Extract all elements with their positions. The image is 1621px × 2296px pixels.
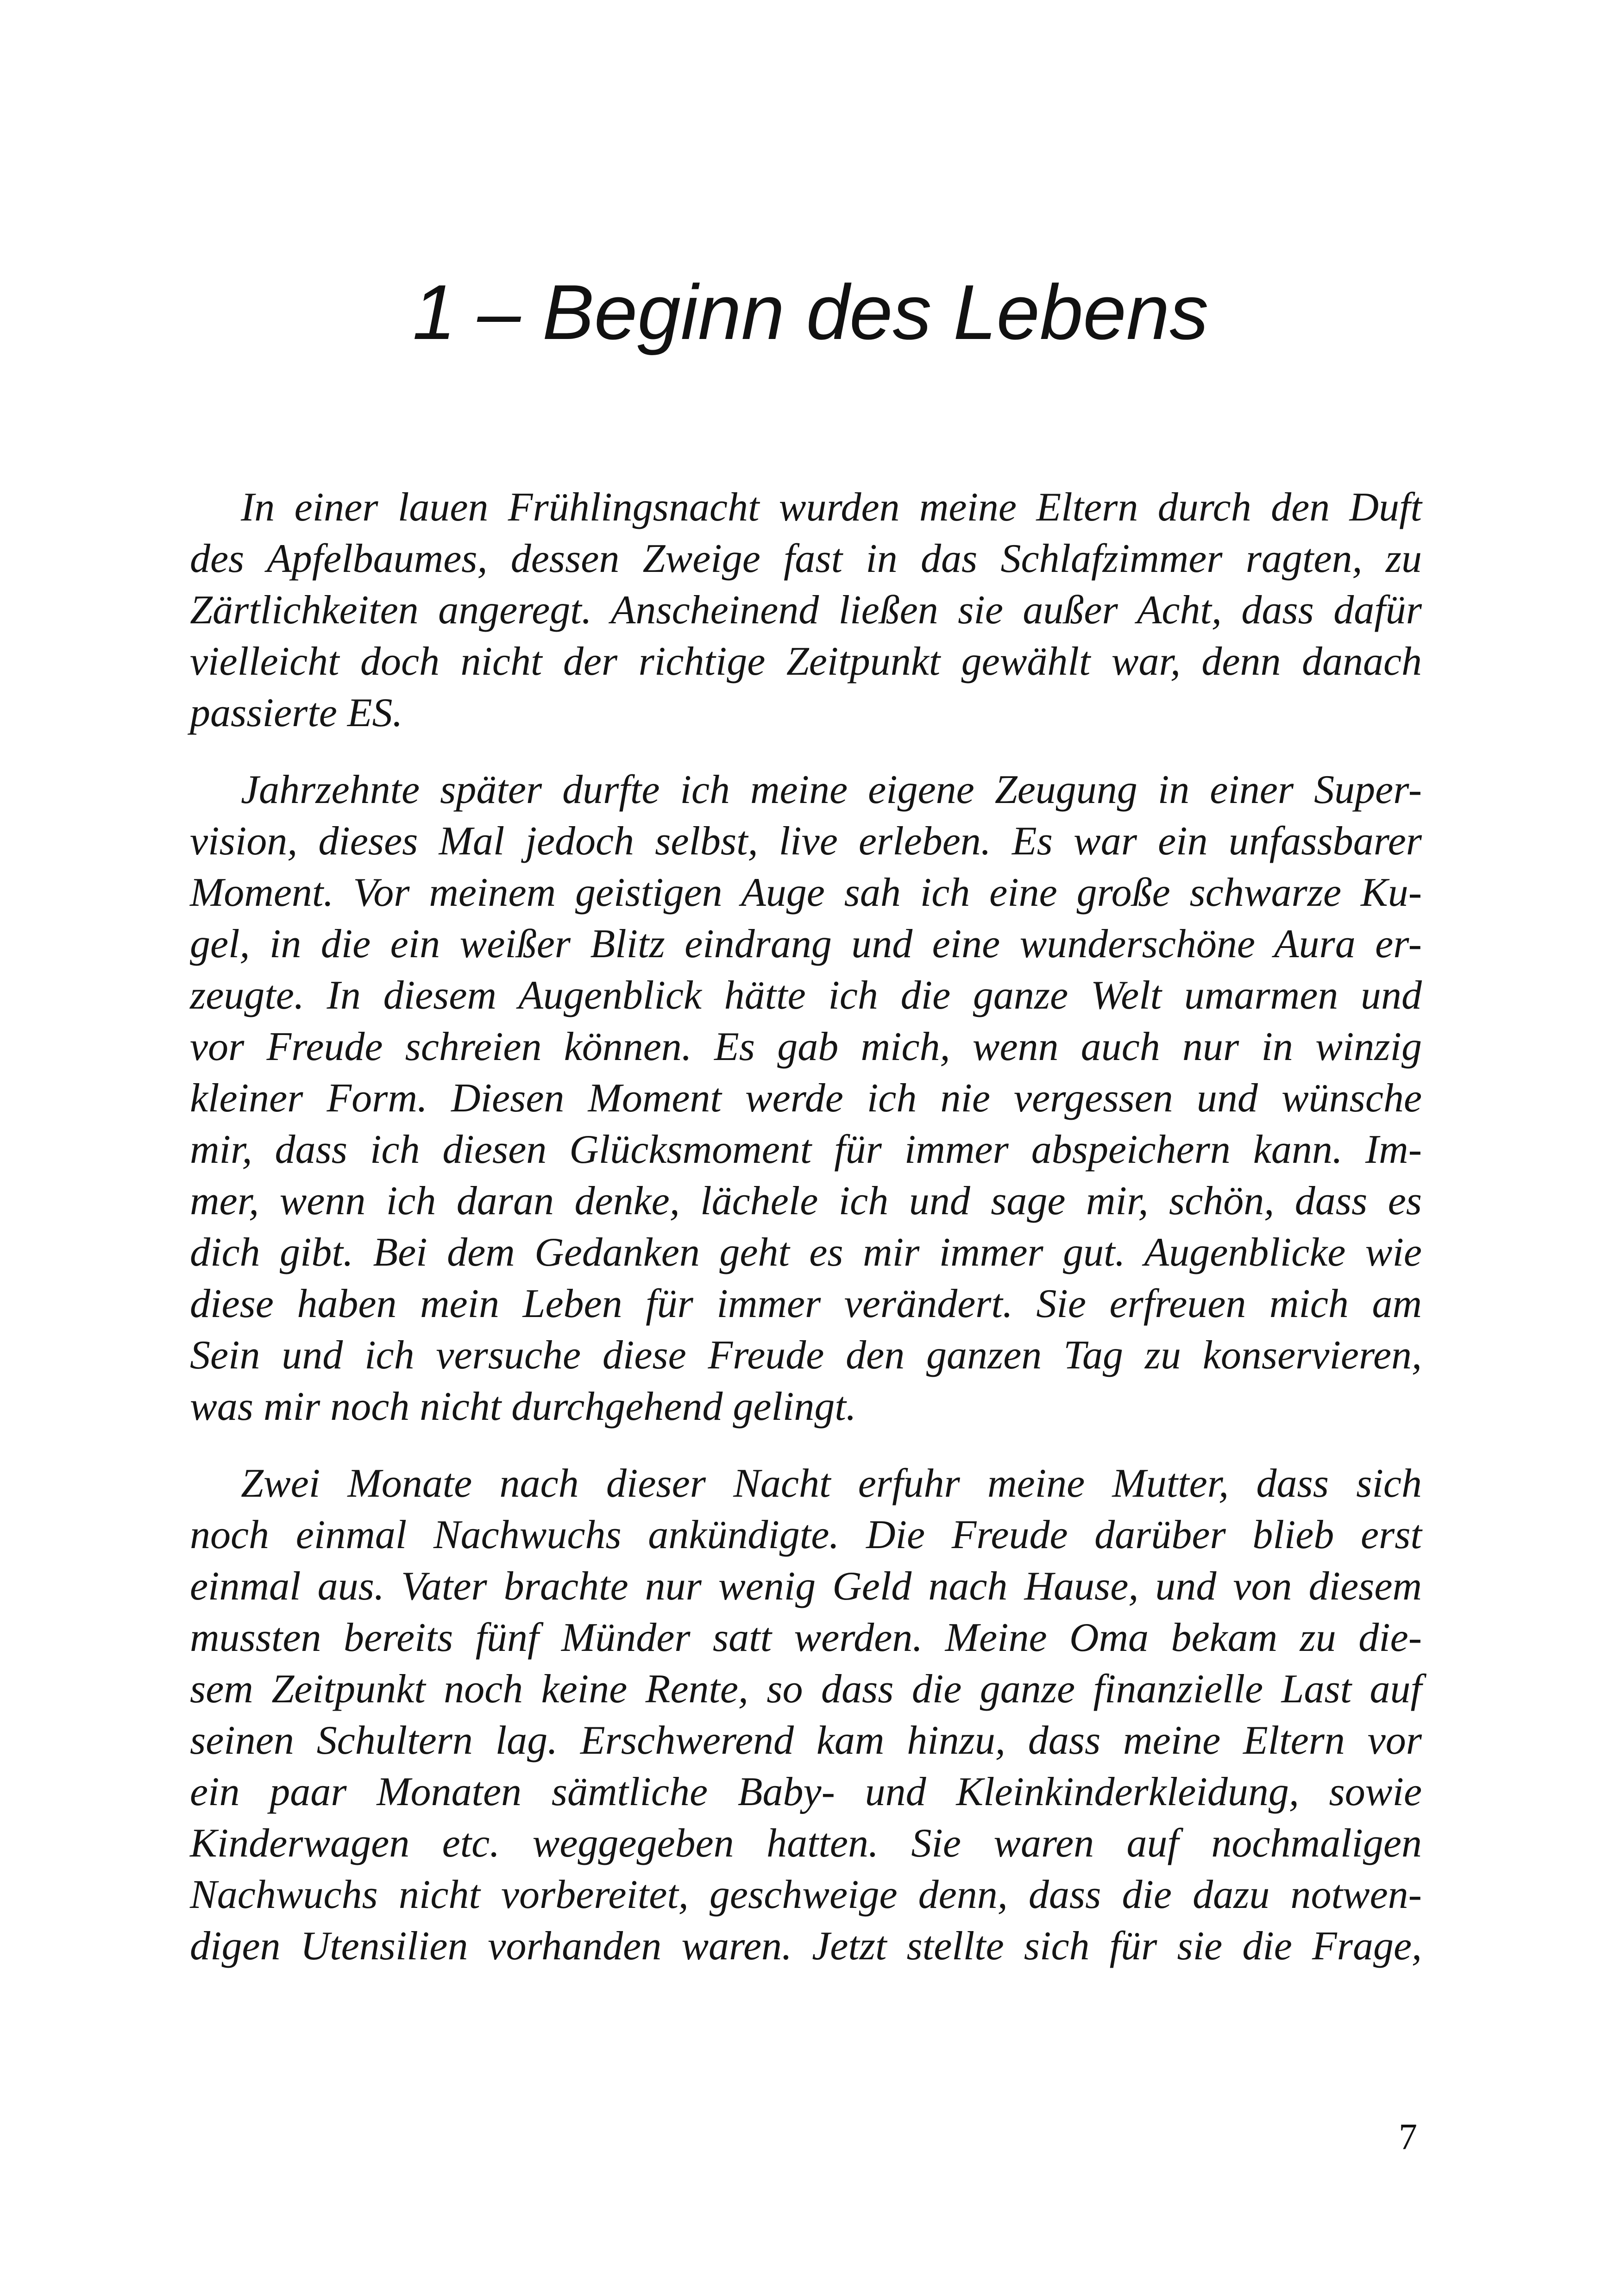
text-line: dich gibt. Bei dem Gedanken geht es mir immer gut. Augenblicke wie [190, 1230, 1422, 1275]
text-line: Zärtlichkeiten angeregt. Anscheinend ließen sie außer Acht, dass dafür [190, 588, 1422, 633]
text-line: gel, in die ein weißer Blitz eindrang und eine wunderschöne Aura er- [190, 922, 1422, 966]
chapter-title: 1 – Beginn des Lebens [412, 269, 1209, 356]
text-line: des Apfelbaumes, dessen Zweige fast in das Schlafzimmer ragten, zu [190, 536, 1422, 581]
text-line: Zwei Monate nach dieser Nacht erfuhr meine Mutter, dass sich [241, 1461, 1422, 1506]
text-line: vor Freude schreien können. Es gab mich, wenn auch nur in winzig [190, 1024, 1422, 1069]
text-line: Nachwuchs nicht vorbereitet, geschweige denn, dass die dazu notwen- [190, 1872, 1422, 1917]
text-line: was mir noch nicht durchgehend gelingt. [190, 1384, 856, 1429]
text-line: Jahrzehnte später durfte ich meine eigene Zeugung in einer Super- [241, 767, 1422, 812]
text-line: Sein und ich versuche diese Freude den ganzen Tag zu konservieren, [190, 1333, 1422, 1378]
text-line: ein paar Monaten sämtliche Baby- und Kleinkinderkleidung, sowie [190, 1769, 1422, 1814]
text-line: kleiner Form. Diesen Moment werde ich nie vergessen und wünsche [190, 1076, 1422, 1121]
body-text [190, 482, 1422, 1997]
text-line: Kinderwagen etc. weggegeben hatten. Sie waren auf nochmaligen [190, 1821, 1422, 1866]
paragraph [190, 1458, 1422, 1972]
text-line: sem Zeitpunkt noch keine Rente, so dass die ganze finanzielle Last auf [190, 1667, 1422, 1712]
text-line: In einer lauen Frühlingsnacht wurden meine Eltern durch den Duft [241, 485, 1422, 530]
text-line: passierte ES. [190, 690, 403, 735]
text-line: diese haben mein Leben für immer verändert. Sie erfreuen mich am [190, 1281, 1422, 1326]
text-line: Moment. Vor meinem geistigen Auge sah ich eine große schwarze Ku- [190, 870, 1422, 915]
text-line: einmal aus. Vater brachte nur wenig Geld nach Hause, und von diesem [190, 1564, 1422, 1609]
text-line: seinen Schultern lag. Erschwerend kam hinzu, dass meine Eltern vor [190, 1718, 1422, 1763]
text-line: zeugte. In diesem Augenblick hätte ich die ganze Welt umarmen und [190, 973, 1422, 1018]
page-number: 7 [1399, 2117, 1417, 2158]
text-line: digen Utensilien vorhanden waren. Jetzt stellte sich für sie die Frage, [190, 1924, 1422, 1969]
text-line: mussten bereits fünf Münder satt werden. Meine Oma bekam zu die- [190, 1615, 1422, 1660]
text-line: mer, wenn ich daran denke, lächele ich und sage mir, schön, dass es [190, 1179, 1422, 1223]
text-line: noch einmal Nachwuchs ankündigte. Die Freude darüber blieb erst [190, 1512, 1422, 1557]
paragraph [190, 482, 1422, 739]
paragraph [190, 764, 1422, 1432]
text-line: vision, dieses Mal jedoch selbst, live erleben. Es war ein unfassbarer [190, 819, 1422, 864]
text-line: vielleicht doch nicht der richtige Zeitpunkt gewählt war, denn danach [190, 639, 1422, 684]
text-line: mir, dass ich diesen Glücksmoment für immer abspeichern kann. Im- [190, 1127, 1422, 1172]
